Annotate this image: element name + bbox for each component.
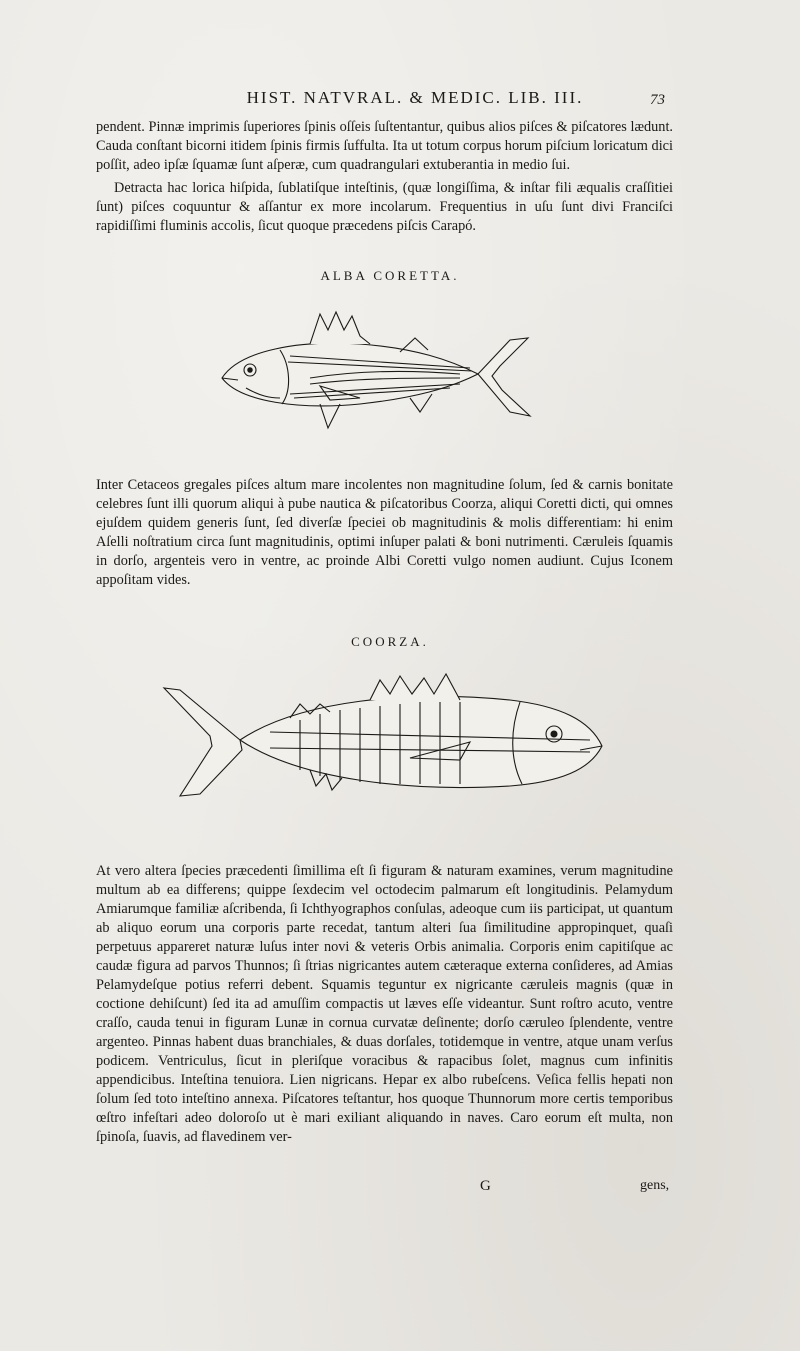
alba-coretta-illustration (210, 300, 540, 450)
text-section-1 (96, 118, 673, 236)
figure-caption-alba-coretta: ALBA CORETTA. (320, 268, 460, 283)
paragraph: pendent. Pinnæ imprimis ſuperiores ſpinis oſſeis ſuſtentantur, quibus alios piſces & piſcatores lædunt. Cauda conſtant bicorni itidem ſpinis firmis ſuffulta. Ita ut totum corpus horum piſcium loricatum dici poſſit, adeo ipſæ ſquamæ ſunt aſperæ, cum quadrangulari extuberantia in medio ſui. (96, 119, 673, 173)
coorza-illustration (150, 660, 610, 820)
running-head: HIST. NATVRAL. & MEDIC. LIB. III. (246, 88, 584, 107)
figure-caption-coorza: COORZA. (351, 634, 429, 649)
text-section-3 (96, 862, 673, 1147)
signature-mark: G (480, 1178, 491, 1194)
catchword: gens, (640, 1178, 670, 1193)
paragraph: At vero altera ſpecies præcedenti ſimillima eſt ſi figuram & naturam examines, verum magnitudine multum ab ea differens; quippe ſexdecim vel octodecim palmarum eſt longitudinis. Pelamydum Amiarumque familiæ aſcribenda, ſi Ichthyographos conſulas, adeoque cum iis participat, ut quantum ab aliquo eorum una corporis parte recedat, tantum alteri ſua ſimilitudine appropinquet, quaſi perpetuus appareret naturæ luſus inter novi & veteris Orbis animalia. Corporis enim capitiſque ac caudæ figura ad parvos Thunnos; ſi ſtrias nigricantes autem cæteraque externa conſideres, ad Amias Pelamydeſque potius referri debent. Squamis teguntur ex nigricante cæruleis magnis (quæ in coctione dehiſcunt) ſed ita ad amuſſim compactis ut læves eſſe videantur. Sunt roſtro acuto, ventre craſſo, cauda tenui in figuram Lunæ in cornua curvatæ deſinente; dorſo cæruleo ſplendente, ventre argenteo. Pinnas habent duas branchiales, & duas dorſales, totidemque in ventre, atque unam verſus podicem. Ventriculus, ſicut in pleriſque voracibus & rapacibus ſolet, magnus cum infinitis appendicibus. Inteſtina tenuiora. Lien nigricans. Hepar ex albo rubeſcens. Veſica fellis hepati non ſolum ſed toto inteſtino annexa. Piſcatores teſtantur, hos quoque Thunnorum more certis temporibus œſtro infeſtari adeo doloroſo ut è mari exiliant aliquando in naves. Caro eorum eſt multa, non ſpinoſa, ſuavis, ad flavedinem ver- (96, 863, 673, 1145)
paragraph: Detracta hac lorica hiſpida, ſublatiſque inteſtinis, (quæ longiſſima, & inſtar fili æqualis craſſitiei ſunt) piſces coquuntur & aſſantur ex more incolarum. Frequentius in uſu ſunt divi Franciſci rapidiſſimi fluminis accolis, ſicut quoque præcedens piſcis Carapó. (96, 180, 673, 234)
page-number: 73 (650, 92, 665, 108)
text-section-2 (96, 476, 673, 590)
paragraph: Inter Cetaceos gregales piſces altum mare incolentes non magnitudine ſolum, ſed & carnis bonitate celebres ſunt illi quorum aliqui à pube nautica & piſcatoribus Coorza, aliqui Coretti dicti, qui omnes ejuſdem quidem generis ſunt, ſed diverſæ ſpeciei ob magnitudinis & molis differentiam: hi enim Aſelli noſtratium circa ſunt magnitudinis, optimi inſuper palati & boni nutrimenti. Cæruleis ſquamis in dorſo, argenteis vero in ventre, ac proinde Albi Coretti vulgo nomen audiunt. Cujus Iconem appoſitam vides. (96, 477, 673, 588)
